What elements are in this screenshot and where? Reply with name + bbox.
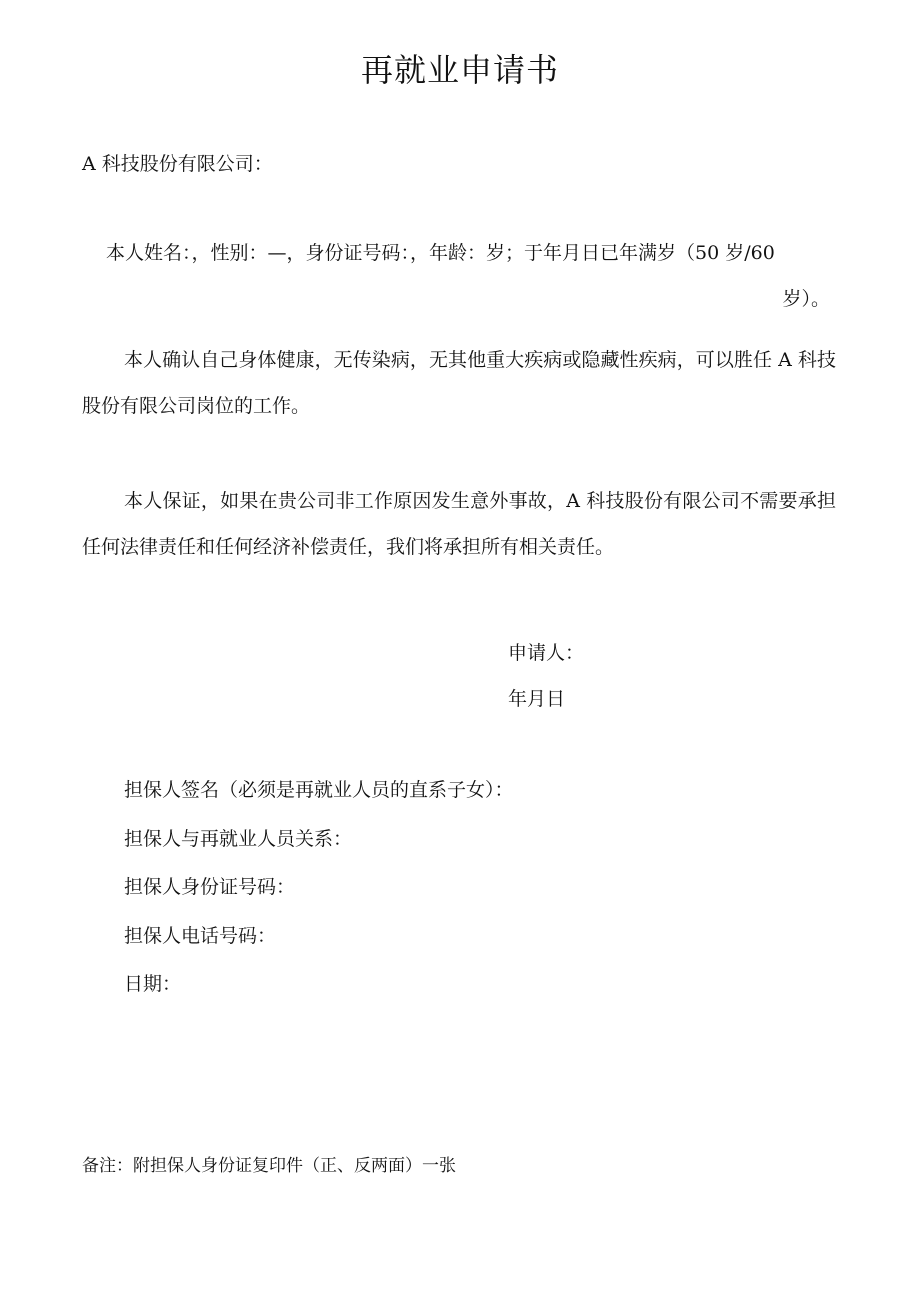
addressee: A 科技股份有限公司： (82, 153, 273, 175)
personal-info-paragraph: 本人姓名：，性别：—，身份证号码：，年龄：岁；于年月日已年满岁（50 岁/60 (106, 242, 775, 264)
guarantor-section (124, 766, 514, 1009)
guarantor-relation-label: 担保人与再就业人员关系： (124, 827, 353, 850)
liability-statement-paragraph: 本人保证，如果在贵公司非工作原因发生意外事故，A 科技股份有限公司不需要承担任何法律责任和任何经济补偿责任，我们将承担所有相关责任。 (82, 490, 836, 558)
guarantor-signature-label: 担保人签名（必须是再就业人员的直系子女）： (124, 779, 514, 801)
applicant-signature-block (508, 630, 584, 722)
personal-info-paragraph-tail: 岁）。 (782, 288, 830, 310)
health-statement-paragraph: 本人确认自己身体健康，无传染病，无其他重大疾病或隐藏性疾病，可以胜任 A 科技股份有限公司岗位的工作。 (82, 349, 836, 417)
applicant-label: 申请人： (508, 642, 585, 664)
remark-note: 备注：附担保人身份证复印件（正、反两面）一张 (82, 1156, 456, 1176)
document-title: 再就业申请书 (360, 51, 559, 89)
applicant-date: 年月日 (508, 688, 566, 710)
guarantor-phone-label: 担保人电话号码： (124, 924, 277, 947)
guarantor-date-label: 日期： (124, 973, 182, 995)
guarantor-id-label: 担保人身份证号码： (124, 876, 296, 898)
